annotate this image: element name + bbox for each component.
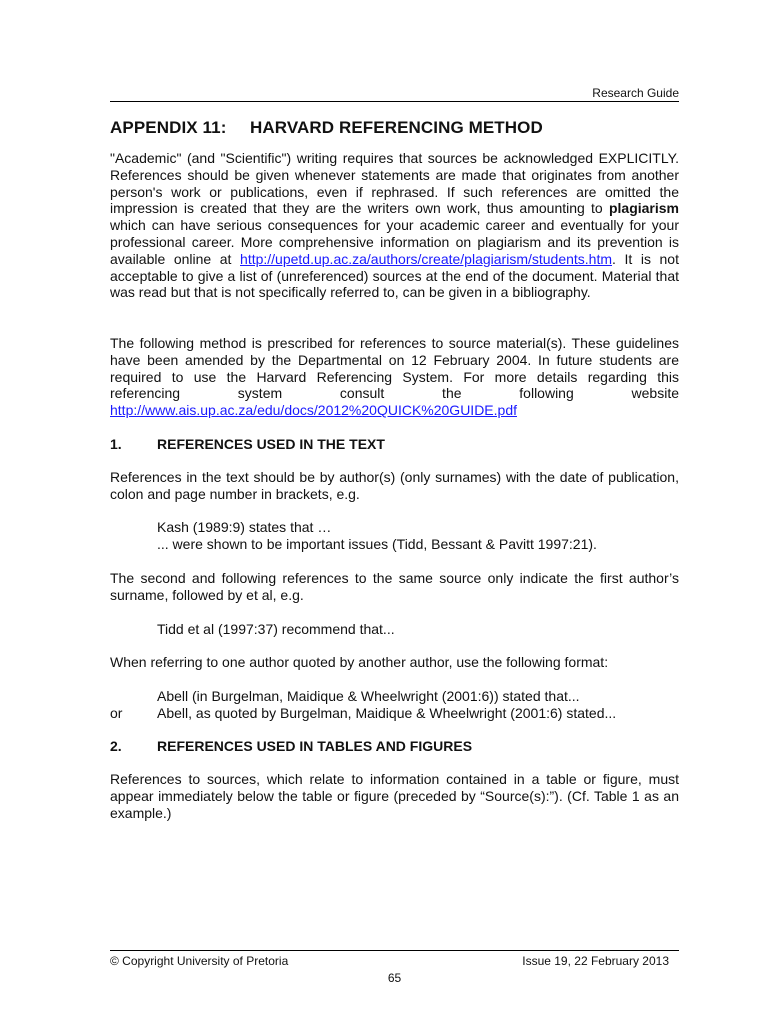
example-block-3: [157, 688, 679, 722]
example-item: Abell (in Burgelman, Maidique & Wheelwright (2001:6)) stated that...: [157, 688, 580, 704]
header-label: Research Guide: [592, 86, 679, 100]
example-item: Tidd et al (1997:37) recommend that...: [157, 621, 395, 637]
intro-text-1: "Academic" (and "Scientific") writing requires that sources be acknowledged EXPLICITLY. References should be given whenever statements are made that originates from another person's work or publications, even if rephrased. If such references are omitted the impression is created that they are the writers own work, thus amounting to: [110, 150, 679, 217]
plagiarism-bold: plagiarism: [608, 200, 679, 217]
intro-text-2: which can have serious consequences for your academic career and eventually for your professional career. More comprehensive information on plagiarism and its prevention is available online at: [110, 217, 679, 267]
section-2-number: 2.: [110, 738, 122, 754]
or-label: or: [110, 705, 123, 721]
issue-text: Issue 19, 22 February 2013: [522, 954, 669, 968]
method-text: The following method is prescribed for references to source material(s). These guidelines have been amended by the Departmental on 12 February 2004. In future students are required to use the Harvard Referencing System. For more details regarding this referencing system consult the following website: [110, 335, 679, 402]
appendix-number: APPENDIX 11:: [110, 118, 227, 137]
example-block-1: [157, 519, 679, 553]
section-2-paragraph: References to sources, which relate to information contained in a table or figure, must appear immediately below the table or figure (preceded by “Source(s):”). (Cf. Table 1 as an example.): [110, 771, 679, 821]
section-1-title: REFERENCES USED IN THE TEXT: [157, 436, 385, 452]
quoted-author-paragraph: When referring to one author quoted by another author, use the following format:: [110, 654, 609, 670]
quick-guide-link[interactable]: http://www.ais.up.ac.za/edu/docs/2012%20QUICK%20GUIDE.pdf: [110, 402, 517, 419]
running-header: [110, 86, 679, 102]
intro-paragraph: [110, 150, 679, 301]
section-2-heading: [110, 738, 679, 755]
page-title: [110, 118, 679, 138]
intro-text-3: . It is not acceptable to give a list of (unreferenced) sources at the end of the document. Material that was read but that is not specifically referred to, can be given in a bibliography.: [110, 250, 679, 301]
example-item: Abell, as quoted by Burgelman, Maidique & Wheelwright (2001:6) stated...: [157, 705, 617, 721]
copyright-text: © Copyright University of Pretoria: [110, 954, 289, 968]
section-1-heading: [110, 436, 679, 453]
example-block-2: [157, 621, 679, 638]
section-1-intro: References in the text should be by author(s) (only surnames) with the date of publication, colon and page number in brackets, e.g.: [110, 469, 679, 502]
footer-divider: [110, 950, 679, 951]
section-2-title: REFERENCES USED IN TABLES AND FIGURES: [157, 738, 473, 754]
example-item: ... were shown to be important issues (Tidd, Bessant & Pavitt 1997:21).: [157, 536, 597, 552]
second-reference-paragraph: The second and following references to the same source only indicate the first author’s surname, followed by et al, e.g.: [110, 570, 679, 603]
page-number: 65: [387, 971, 402, 985]
example-item: Kash (1989:9) states that …: [157, 519, 332, 535]
section-1-number: 1.: [110, 436, 122, 452]
method-paragraph: [110, 335, 679, 419]
plagiarism-link[interactable]: http://upetd.up.ac.za/authors/create/plagiarism/students.htm: [240, 250, 613, 267]
appendix-title: HARVARD REFERENCING METHOD: [250, 118, 543, 137]
